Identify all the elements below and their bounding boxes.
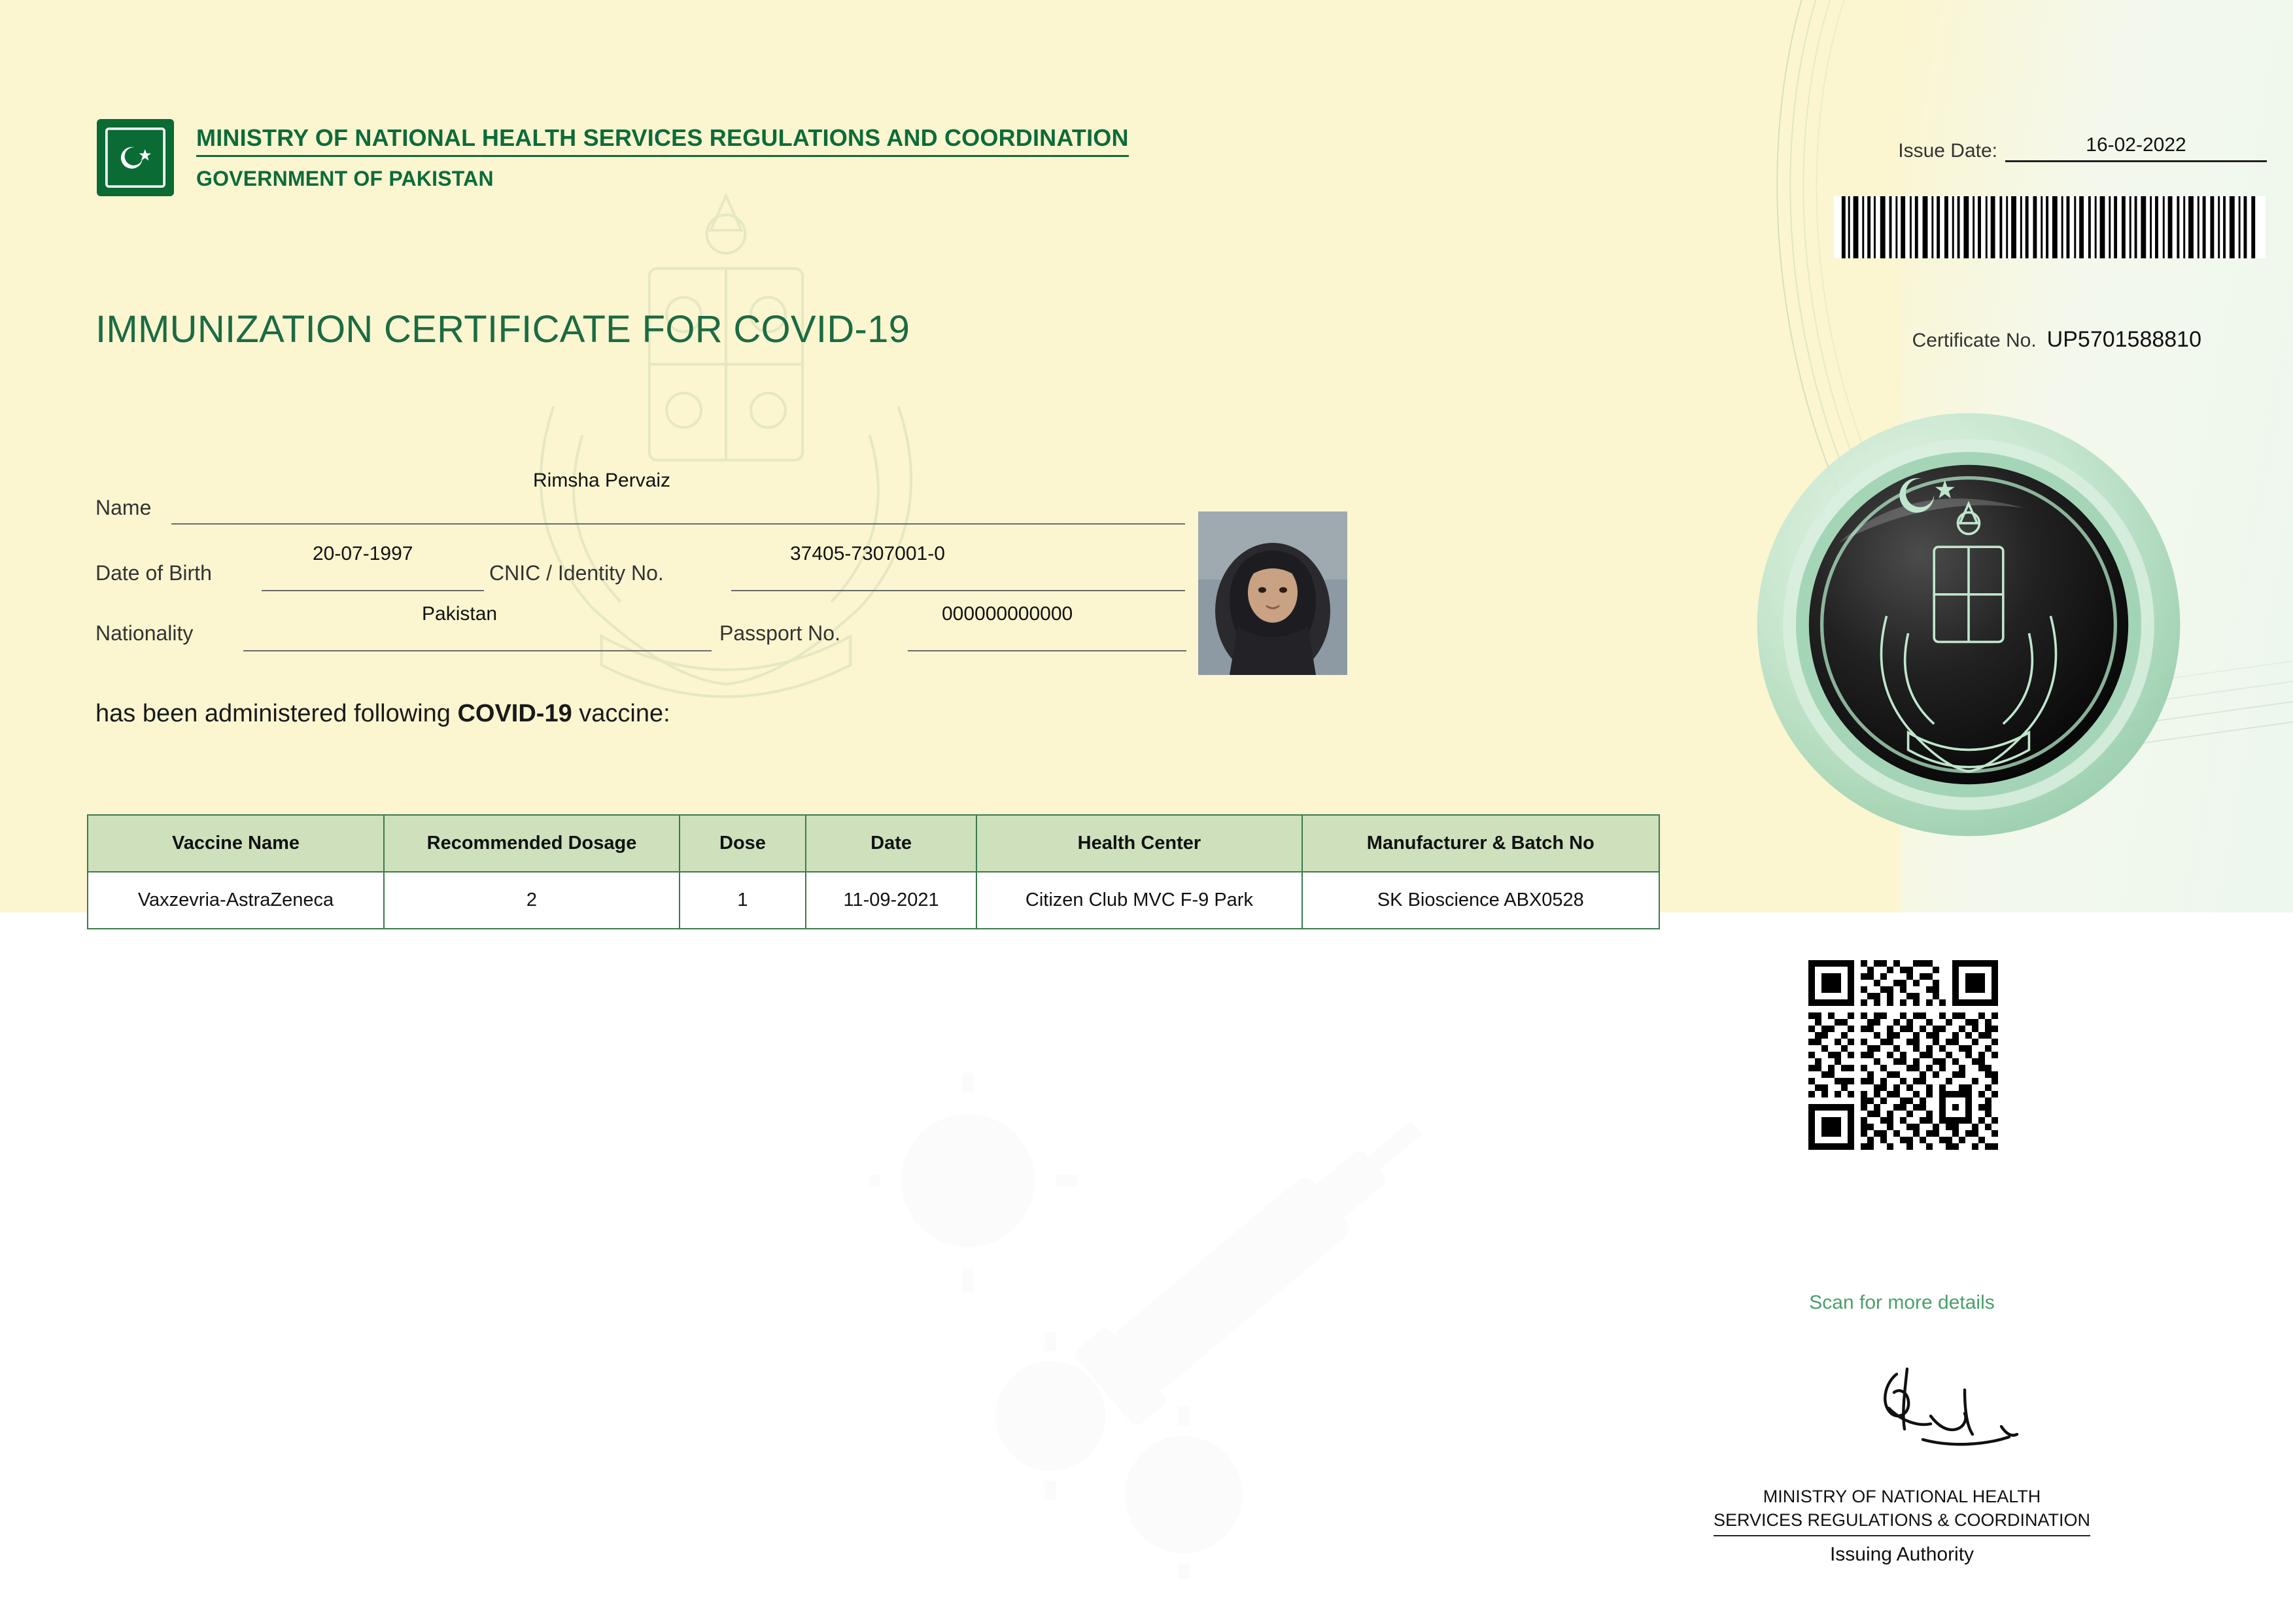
cell-manufacturer-batch: SK Bioscience ABX0528 [1302, 872, 1659, 929]
administered-text-bold: COVID-19 [457, 700, 572, 727]
table-header-row [88, 815, 1659, 872]
column-header-health-center: Health Center [976, 815, 1302, 872]
dob-label: Date of Birth [95, 561, 212, 585]
column-header-date: Date [806, 815, 976, 872]
government-title: GOVERNMENT OF PAKISTAN [196, 167, 494, 190]
column-header-manufacturer-batch: Manufacturer & Batch No [1302, 815, 1659, 872]
pakistan-emblem-icon [97, 119, 174, 196]
certificate-number-label: Certificate No. [1912, 330, 2037, 351]
administered-text-after: vaccine: [572, 700, 670, 727]
name-label: Name [95, 496, 152, 519]
administered-text-before: has been administered following [95, 700, 458, 727]
cell-recommended-dosage: 2 [384, 872, 680, 929]
cnic-label: CNIC / Identity No. [489, 561, 664, 585]
page-title: IMMUNIZATION CERTIFICATE FOR COVID-19 [95, 308, 910, 351]
header-titles [196, 124, 1129, 191]
cell-health-center: Citizen Club MVC F-9 Park [976, 872, 1302, 929]
avatar [1198, 511, 1347, 675]
issuing-authority-label: Issuing Authority [1829, 1544, 1974, 1565]
column-header-recommended-dosage: Recommended Dosage [384, 815, 680, 872]
issue-date-row [1898, 134, 2267, 162]
ministry-title: MINISTRY OF NATIONAL HEALTH SERVICES REGULATIONS AND COORDINATION [196, 124, 1129, 157]
nationality-label: Nationality [95, 621, 194, 645]
table-row [88, 872, 1659, 929]
certificate-number-row [1912, 327, 2201, 353]
qr-code-icon[interactable] [1808, 960, 1998, 1150]
column-header-dose: Dose [680, 815, 806, 872]
issuing-ministry-line1: MINISTRY OF NATIONAL HEALTH [1763, 1487, 2041, 1506]
cell-dose: 1 [680, 872, 806, 929]
official-seal [1753, 409, 2184, 840]
barcode-icon [1838, 196, 2262, 258]
barcode [1834, 196, 2266, 258]
passport-label: Passport No. [719, 621, 840, 645]
administered-statement [95, 700, 670, 728]
passport-value: 000000000000 [942, 603, 1073, 625]
signature [1871, 1364, 2041, 1455]
name-field-line [171, 523, 1185, 525]
dob-field-line [262, 590, 484, 591]
vaccine-table [87, 814, 1660, 929]
passport-field-line [908, 650, 1186, 651]
cnic-field-line [731, 590, 1185, 591]
cell-vaccine-name: Vaxzevria-AstraZeneca [88, 872, 384, 929]
syringe-virus-watermark [870, 1073, 1458, 1583]
certificate-number-value: UP5701588810 [2046, 327, 2201, 352]
issue-date-label: Issue Date: [1898, 140, 1997, 162]
cnic-value: 37405-7307001-0 [790, 543, 945, 564]
cell-date: 11-09-2021 [806, 872, 976, 929]
passport-photo [1198, 511, 1347, 675]
name-value: Rimsha Pervaiz [533, 470, 671, 491]
nationality-value: Pakistan [422, 603, 498, 625]
issue-date-value: 16-02-2022 [2005, 134, 2267, 162]
column-header-vaccine-name: Vaccine Name [88, 815, 384, 872]
dob-value: 20-07-1997 [313, 543, 413, 564]
crescent-star-icon [105, 128, 165, 188]
qr-caption: Scan for more details [1809, 1292, 1995, 1313]
issuing-ministry-block [1706, 1485, 2098, 1536]
qr-code[interactable] [1790, 942, 2016, 1168]
issuing-ministry-line2: SERVICES REGULATIONS & COORDINATION [1714, 1508, 2090, 1536]
nationality-field-line [243, 650, 712, 651]
